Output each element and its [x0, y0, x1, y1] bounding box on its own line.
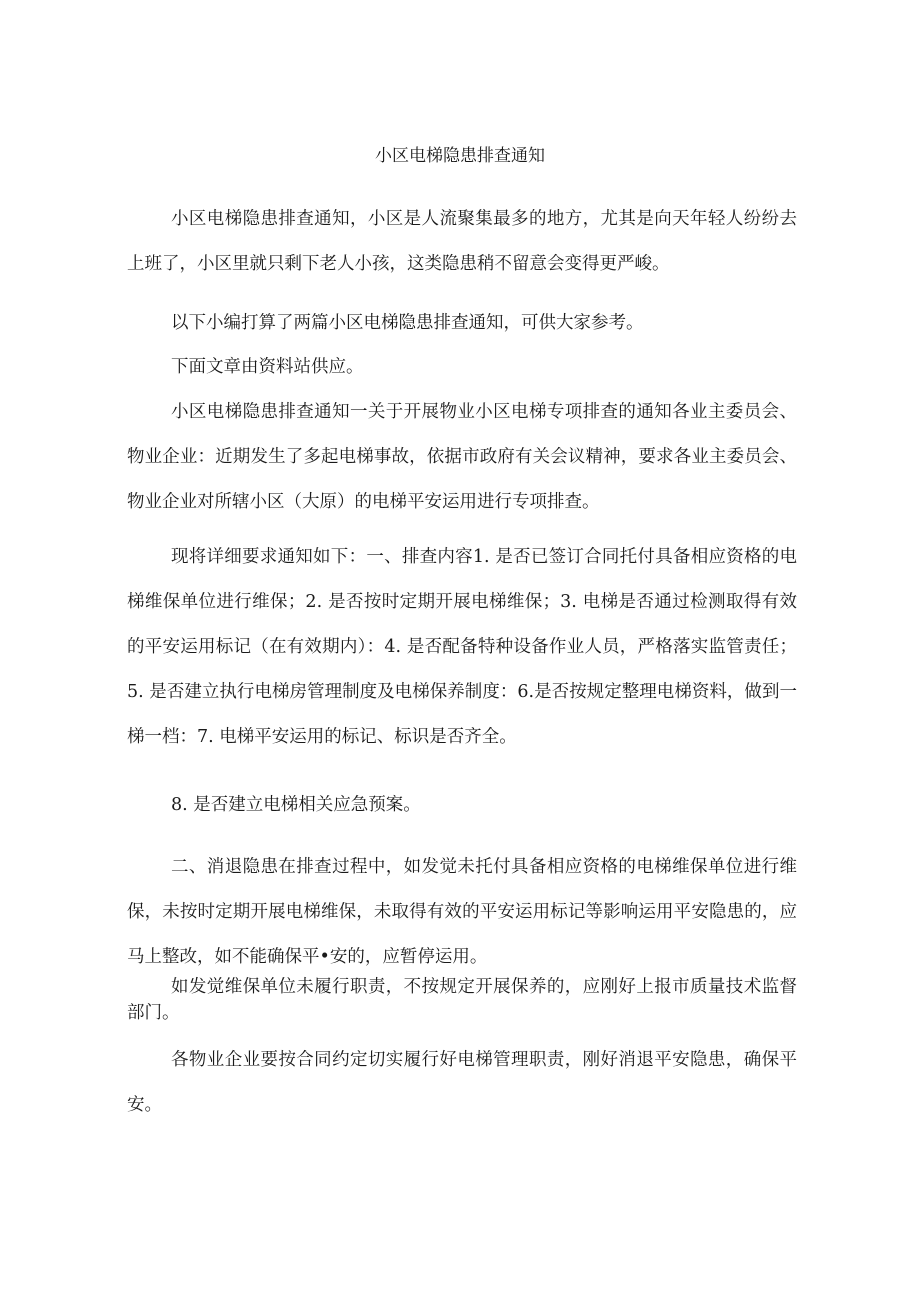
paragraph-intro: 小区电梯隐患排查通知，小区是人流聚集最多的地方，尤其是向天年轻人纷纷去上班了，小区里就只剩下老人小孩，这类隐患稍不留意会变得更严峻。: [127, 208, 797, 274]
paragraph-preface: 以下小编打算了两篇小区电梯隐患排查通知，可供大家参考。: [171, 312, 644, 333]
paragraph-inspection-items: 现将详细要求通知如下：一、排查内容1. 是否已签订合同托付具备相应资格的电梯维保单位进行维保；2. 是否按时定期开展电梯维保；3. 电梯是否通过检测取得有效的平安运用标记（在有效期内）：4. 是否配备特种设备作业人员，严格落实监管责任；5. 是否建立执行电梯房管理制度及电梯保养制度：6.是否按规定整理电梯资料，做到一梯一档：7. 电梯平安运用的标记、标识是否齐全。: [127, 546, 797, 747]
document-title: 小区电梯隐患排查通知: [375, 146, 545, 166]
paragraph-closing: 各物业企业要按合同约定切实履行好电梯管理职责，刚好消退平安隐患，确保平安。: [127, 1049, 797, 1115]
paragraph-report: 如发觉维保单位未履行职责，不按规定开展保养的，应刚好上报市质量技术监督部门。: [127, 976, 797, 1023]
paragraph-source: 下面文章由资料站供应。: [171, 356, 364, 377]
paragraph-eliminate-hazards: 二、消退隐患在排查过程中，如发觉未托付具备相应资格的电梯维保单位进行维保，未按时定期开展电梯维保，未取得有效的平安运用标记等影响运用平安隐患的，应马上整改，如不能确保平•安的，应暂停运用。: [127, 856, 797, 967]
paragraph-item-8: 8. 是否建立电梯相关应急预案。: [171, 794, 421, 815]
paragraph-notice-header: 小区电梯隐患排查通知一关于开展物业小区电梯专项排查的通知各业主委员会、物业企业：近期发生了多起电梯事故，依据市政府有关会议精神，要求各业主委员会、物业企业对所辖小区（大原）的电梯平安运用进行专项排查。: [127, 401, 797, 512]
